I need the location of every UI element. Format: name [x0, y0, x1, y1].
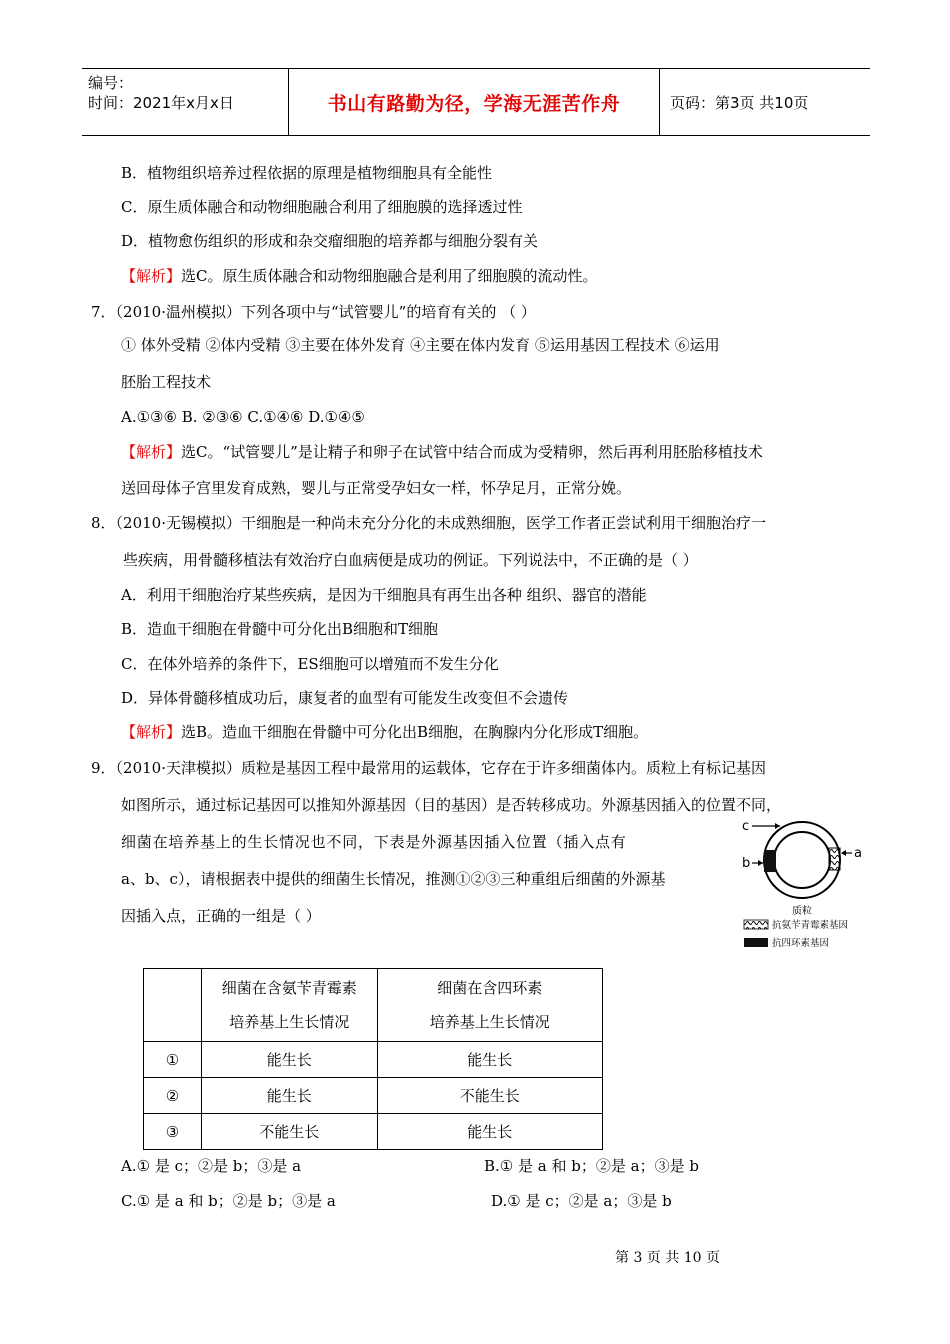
q9-option-c: C.① 是 a 和 b；②是 b；③是 a — [121, 1192, 336, 1210]
header-motto: 书山有路勤为径，学海无涯苦作舟 — [327, 92, 621, 115]
q8-stem-cont: 些疾病，用骨髓移植法有效治疗白血病便是成功的例证。下列说法中，不正确的是（ ） — [123, 551, 698, 569]
table-row — [144, 1078, 603, 1114]
table-row — [144, 1114, 603, 1150]
q7-analysis — [121, 442, 763, 462]
q6-analysis — [121, 266, 598, 286]
q9-option-a: A.① 是 c；②是 b；③是 a — [121, 1157, 302, 1175]
legend-tetracycline-swatch — [744, 938, 768, 947]
q8-option-c: C．在体外培养的条件下，ES细胞可以增殖而不发生分化 — [121, 655, 499, 673]
header-tetracycline-line2: 培养基上生长情况 — [429, 1013, 550, 1031]
q8-analysis-text: 选B。造血干细胞在骨髓中可分化出B细胞，在胸腺内分化形成T细胞。 — [181, 723, 649, 741]
analysis-tag: 【解析】 — [121, 443, 182, 461]
q9-stem-2: 如图所示，通过标记基因可以推知外源基因（目的基因）是否转移成功。外源基因插入的位置不同， — [121, 796, 782, 814]
header-motto-cell — [288, 69, 660, 135]
q6-option-d: D．植物愈伤组织的形成和杂交瘤细胞的培养都与细胞分裂有关 — [121, 232, 539, 250]
row-amp: 不能生长 — [201, 1114, 377, 1150]
analysis-tag: 【解析】 — [121, 723, 182, 741]
table-row — [144, 1042, 603, 1078]
table-corner-cell — [144, 969, 202, 1042]
plasmid-inner-ring — [774, 832, 830, 888]
q9-stem-3: 细菌在培养基上的生长情况也不同，下表是外源基因插入位置（插入点有 — [121, 833, 627, 851]
page-label: 页码：第3页 共10页 — [670, 93, 809, 112]
date-label: 时间：2021年x月x日 — [88, 94, 234, 112]
header-ampicillin-line2: 培养基上生长情况 — [229, 1013, 350, 1031]
row-id: ③ — [144, 1114, 202, 1150]
plasmid-caption: 质粒 — [792, 906, 812, 917]
row-tet: 不能生长 — [377, 1078, 603, 1114]
q8-option-d: D．异体骨髓移植成功后，康复者的血型有可能发生改变但不会遗传 — [121, 689, 569, 707]
q6-option-c: C．原生质体融合和动物细胞融合利用了细胞膜的选择透过性 — [121, 198, 523, 216]
q8-option-a: A．利用干细胞治疗某些疾病，是因为干细胞具有再生出各种 组织、器官的潜能 — [121, 586, 647, 604]
table-header-row — [144, 969, 603, 1042]
ampicillin-gene-segment — [829, 848, 840, 870]
number-label: 编号： — [88, 74, 134, 92]
page-footer: 第 3 页 共 10 页 — [615, 1250, 720, 1266]
header-tetracycline-line1: 细菌在含四环素 — [437, 979, 543, 997]
q9-stem: 9．（2010·天津模拟）质粒是基因工程中最常用的运载体，它存在于许多细菌体内。质粒上有标记基因 — [91, 759, 766, 777]
q7-analysis-cont: 送回母体子宫里发育成熟，婴儿与正常受孕妇女一样，怀孕足月，正常分娩。 — [121, 479, 632, 497]
header-tetracycline — [377, 969, 603, 1042]
q9-option-b: B.① 是 a 和 b；②是 a；③是 b — [484, 1157, 699, 1175]
growth-table — [143, 968, 603, 1150]
header-page-cell — [660, 69, 870, 135]
plasmid-diagram — [734, 818, 870, 958]
q6-option-b: B．植物组织培养过程依据的原理是植物细胞具有全能性 — [121, 164, 493, 182]
row-id: ② — [144, 1078, 202, 1114]
analysis-tag: 【解析】 — [121, 267, 182, 285]
header-info — [82, 69, 288, 135]
q9-stem-5: 因插入点，正确的一组是（ ） — [121, 907, 321, 925]
q7-items-cont: 胚胎工程技术 — [121, 373, 212, 391]
q7-stem: 7．（2010·温州模拟）下列各项中与“试管婴儿”的培育有关的 （ ） — [91, 303, 536, 321]
label-b: b — [742, 856, 751, 871]
q7-items: ① 体外受精 ②体内受精 ③主要在体外发育 ④主要在体内发育 ⑤运用基因工程技术 ⑥运用 — [121, 336, 720, 354]
row-amp: 能生长 — [201, 1042, 377, 1078]
row-tet: 能生长 — [377, 1042, 603, 1078]
legend-ampicillin-swatch — [744, 920, 768, 929]
q8-option-b: B．造血干细胞在骨髓中可分化出B细胞和T细胞 — [121, 620, 439, 638]
q7-options: A.①③⑥ B. ②③⑥ C.①④⑥ D.①④⑤ — [121, 408, 365, 426]
q9-stem-4: a、b、c），请根据表中提供的细菌生长情况，推测①②③三种重组后细菌的外源基 — [121, 870, 666, 888]
q9-option-d: D.① 是 c；②是 a；③是 b — [491, 1192, 672, 1210]
row-amp: 能生长 — [201, 1078, 377, 1114]
legend-ampicillin: 抗氨苄青霉素基因 — [772, 920, 849, 931]
tetracycline-gene-segment — [764, 850, 776, 872]
legend-tetracycline: 抗四环素基因 — [772, 938, 830, 949]
header-ampicillin — [201, 969, 377, 1042]
label-a: a — [854, 846, 862, 861]
label-c: c — [742, 819, 750, 834]
row-id: ① — [144, 1042, 202, 1078]
q7-analysis-text: 选C。“试管婴儿”是让精子和卵子在试管中结合而成为受精卵，然后再利用胚胎移植技术 — [181, 443, 763, 461]
q6-analysis-text: 选C。原生质体融合和动物细胞融合是利用了细胞膜的流动性。 — [181, 267, 598, 285]
q8-analysis — [121, 722, 648, 742]
q8-stem: 8．（2010·无锡模拟）干细胞是一种尚未充分分化的未成熟细胞，医学工作者正尝试利用干细胞治疗一 — [91, 514, 766, 532]
header-ampicillin-line1: 细菌在含氨苄青霉素 — [221, 979, 357, 997]
page-header — [82, 68, 870, 136]
row-tet: 能生长 — [377, 1114, 603, 1150]
